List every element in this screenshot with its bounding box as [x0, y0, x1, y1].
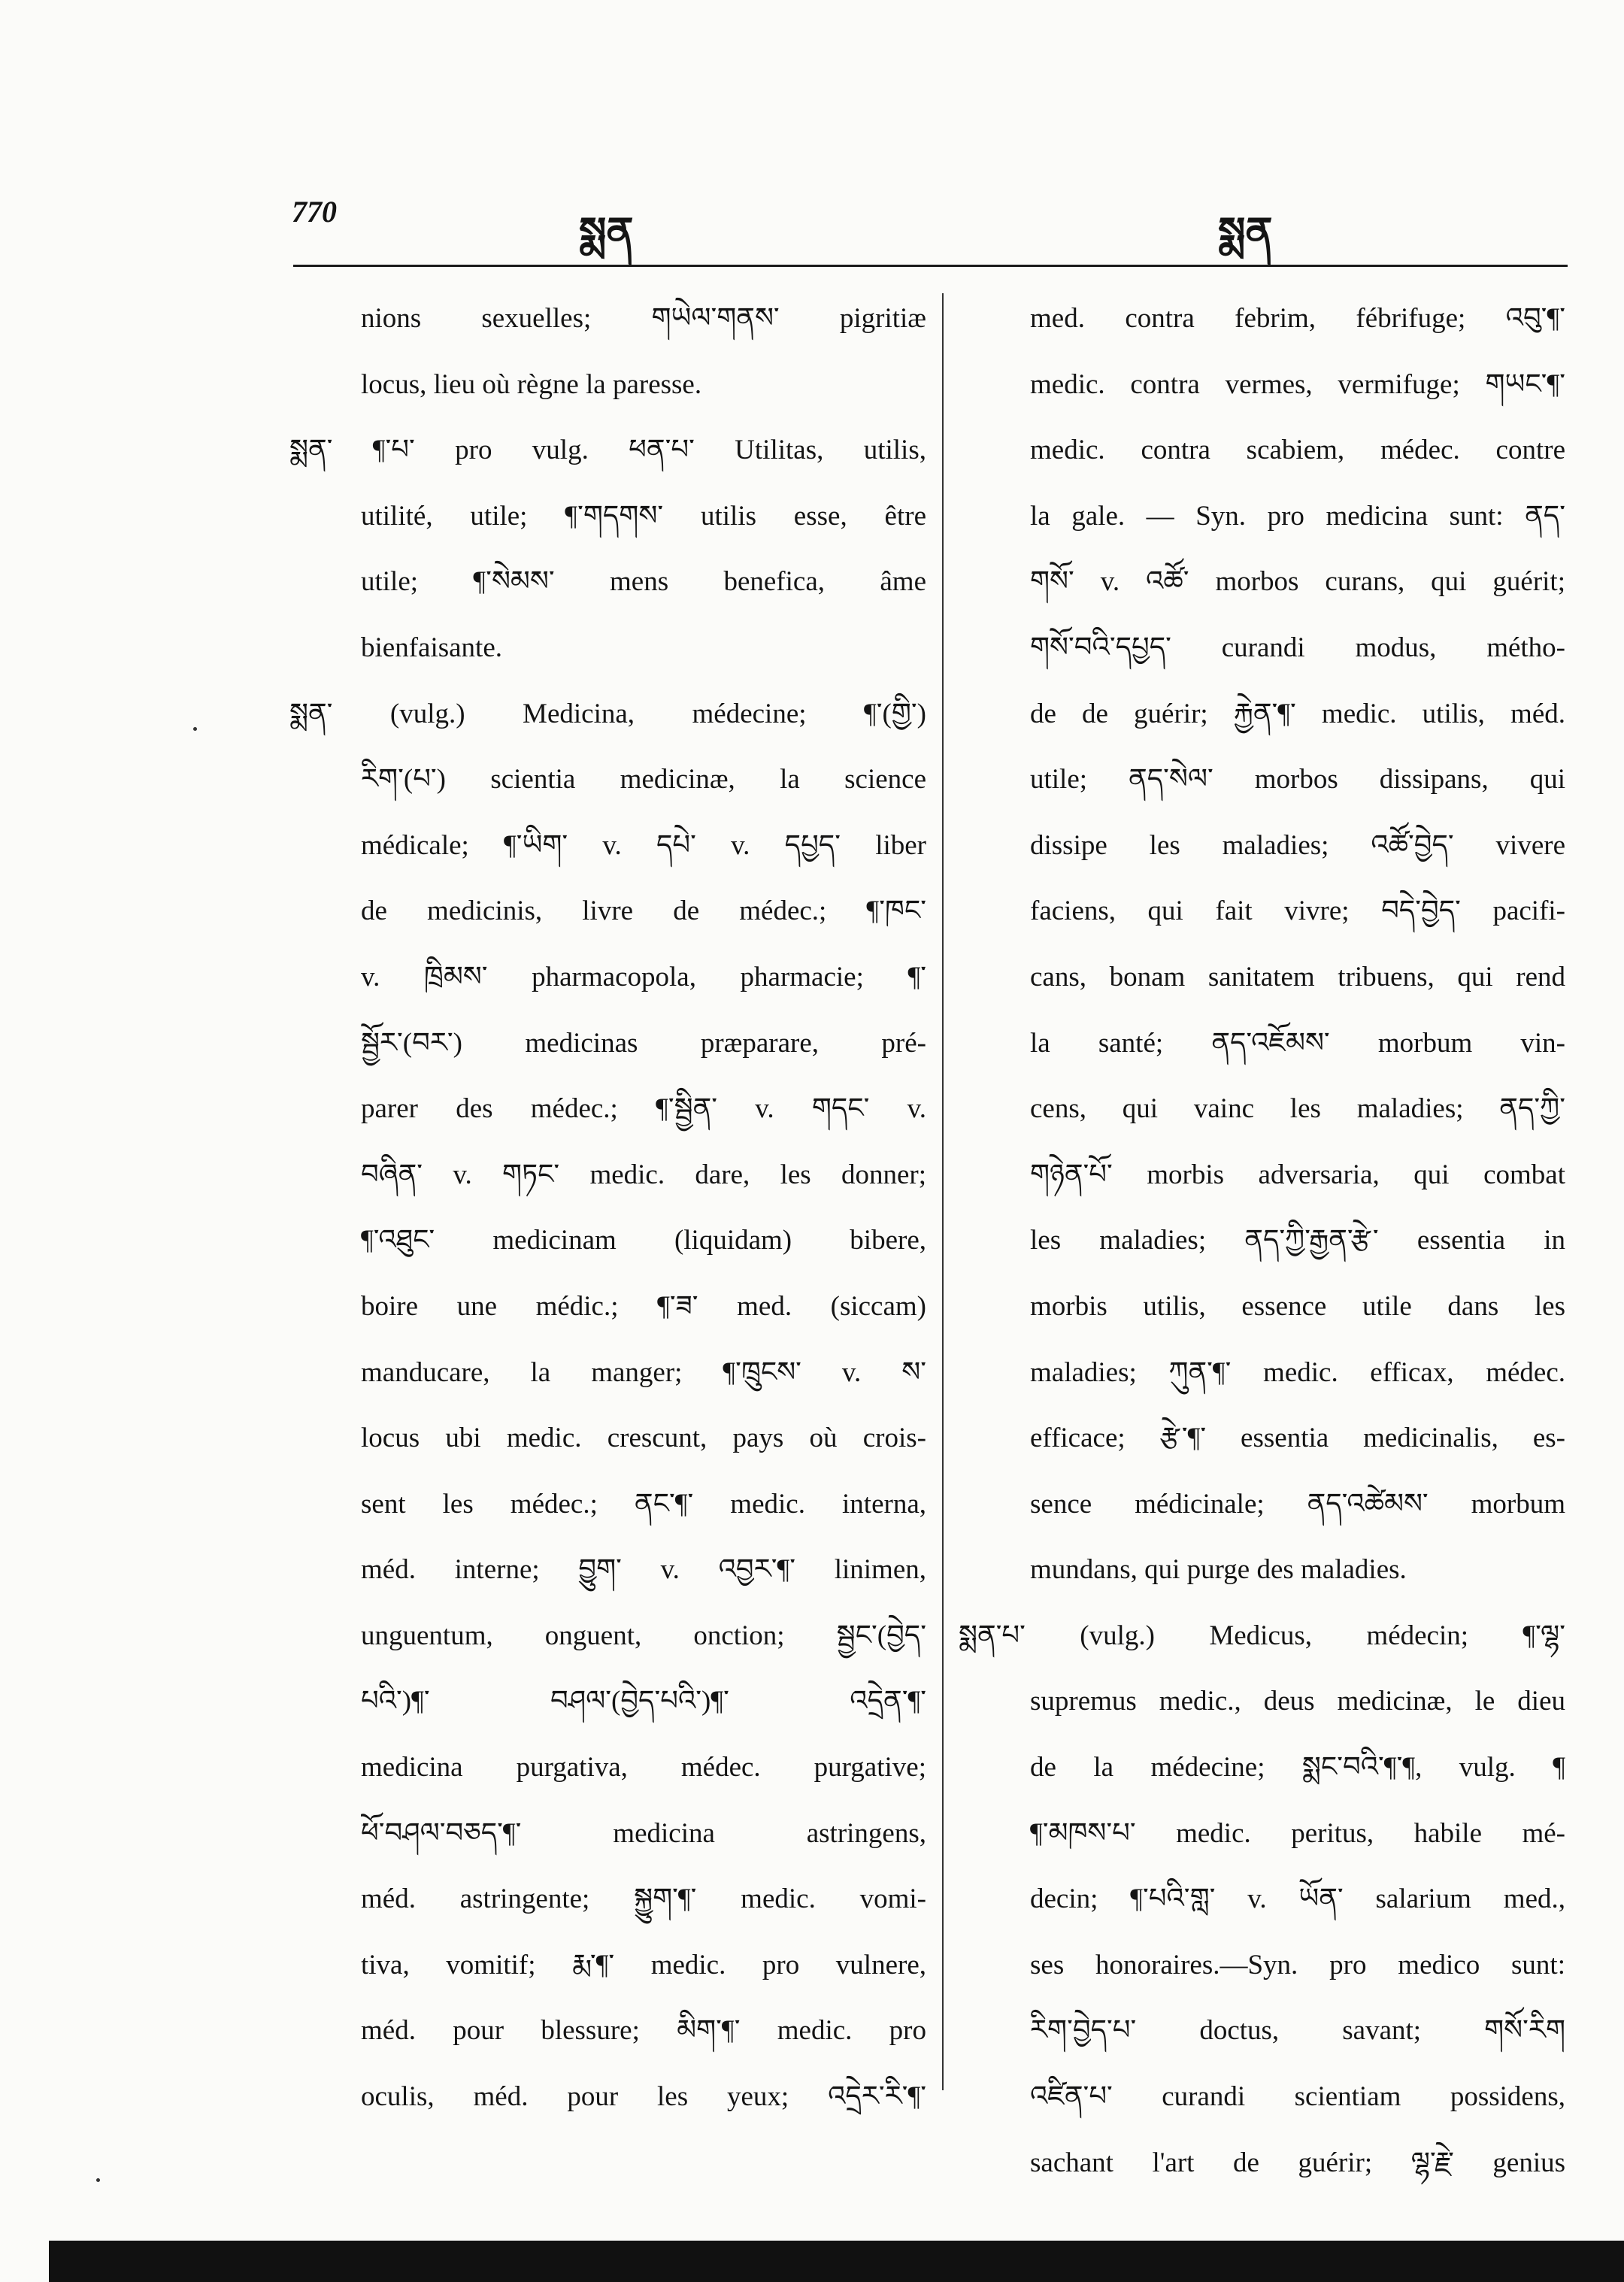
text-line: med. contra febrim, fébrifuge; འབུ་¶་: [1030, 303, 1565, 334]
text-line: འཛིན་པ་ curandi scientiam possidens,: [1030, 2081, 1565, 2113]
text-line: utile; ནད་སེལ་ morbos dissipans, qui: [1030, 764, 1565, 796]
text-line: médicale; ¶་ཡིག་ v. དཔེ་ v. དཔྱད་ liber: [361, 829, 926, 861]
text-line: la santé; ནད་འཇོམས་ morbum vin-: [1030, 1027, 1565, 1059]
text-line: medicina purgativa, médec. purgative;: [361, 1752, 926, 1783]
text-line: locus ubi medic. crescunt, pays où crois-: [361, 1423, 926, 1454]
right-column: [959, 286, 1565, 2196]
text-line: decin; ¶་པའི་གླ་ v. ཡོན་ salarium med.,: [1030, 1883, 1565, 1915]
text-line: གསོ་བའི་དཔྱད་ curandi modus, métho-: [1030, 632, 1565, 663]
entry-headword-line: སྨན་ (vulg.) Medicina, médecine; ¶་(གྱི་): [289, 698, 926, 729]
text-line: maladies; ཀུན་¶་ medic. efficax, médec.: [1030, 1356, 1565, 1388]
running-head-left: སྨན: [579, 208, 634, 256]
text-line: méd. pour blessure; མིག་¶་ medic. pro: [361, 2015, 926, 2047]
text-line: de medicinis, livre de médec.; ¶་ཁང་: [361, 896, 926, 927]
text-line: sachant l'art de guérir; ལྷ་རྗེ་ genius: [1030, 2147, 1565, 2178]
text-line: ཕོ་བཤལ་བཅད་¶་ medicina astringens,: [361, 1817, 926, 1849]
text-line: utilité, utile; ¶་གདགས་ utilis esse, être: [361, 500, 926, 532]
text-line: ses honoraires.—Syn. pro medico sunt:: [1030, 1949, 1565, 1980]
text-line: sent les médec.; ནང་¶་ medic. interna,: [361, 1488, 926, 1520]
running-head-right: སྨན: [1218, 208, 1273, 256]
text-line: bienfaisante.: [361, 632, 502, 663]
text-line: manducare, la manger; ¶་ཁྲུངས་ v. ས་: [361, 1356, 926, 1388]
text-line: mundans, qui purge des maladies.: [1030, 1554, 1407, 1586]
scan-speck: [193, 727, 197, 731]
column-divider: [942, 293, 944, 2090]
text-line: efficace; རྩེ་¶་ essentia medicinalis, es-: [1030, 1423, 1565, 1454]
entry-headword-line: སྨན་ ¶་པ་ pro vulg. ཕན་པ་ Utilitas, utilis,: [289, 435, 926, 466]
text-line: morbis utilis, essence utile dans les: [1030, 1290, 1565, 1322]
text-line: རིག་བྱེད་པ་ doctus, savant; གསོ་རིག: [1030, 2015, 1565, 2047]
text-line: གཉེན་པོ་ morbis adversaria, qui combat: [1030, 1159, 1565, 1190]
text-line: ¶་འཐུང་ medicinam (liquidam) bibere,: [361, 1225, 926, 1256]
text-line: parer des médec.; ¶་སྦྱིན་ v. གདང་ v.: [361, 1093, 926, 1125]
text-line: supremus medic., deus medicinæ, le dieu: [1030, 1686, 1565, 1717]
page-number: 770: [292, 195, 337, 229]
text-line: ¶་མཁས་པ་ medic. peritus, habile mé-: [1030, 1817, 1565, 1849]
text-line: གསོ་ v. འཚོ་ morbos curans, qui guérit;: [1030, 566, 1565, 598]
text-line: boire une médic.; ¶་ཟ་ med. (siccam): [361, 1290, 926, 1322]
text-line: medic. contra vermes, vermifuge; གཡང་¶་: [1030, 368, 1565, 400]
text-line: པའི་)¶་ བཤལ་(བྱེད་པའི་)¶་ འདྲེན་¶་: [361, 1686, 926, 1717]
text-line: sence médicinale; ནད་འཚེམས་ morbum: [1030, 1488, 1565, 1520]
text-line: cans, bonam sanitatem tribuens, qui rend: [1030, 961, 1565, 993]
scan-edge-band: [49, 2241, 1624, 2282]
text-line: nions sexuelles; གཡེལ་གནས་ pigritiæ: [361, 303, 926, 334]
entry-headword-line: སྨན་པ་ (vulg.) Medicus, médecin; ¶་ལྷ་: [959, 1620, 1565, 1651]
text-line: dissipe les maladies; འཚོ་བྱེད་ vivere: [1030, 829, 1565, 861]
text-line: medic. contra scabiem, médec. contre: [1030, 435, 1565, 466]
header-rule: [293, 265, 1568, 267]
text-line: tiva, vomitif; རྨ་¶་ medic. pro vulnere,: [361, 1949, 926, 1980]
text-line: les maladies; ནད་ཀྱི་རྒྱན་རྩེ་ essentia in: [1030, 1225, 1565, 1256]
text-line: cens, qui vainc les maladies; ནད་ཀྱི་: [1030, 1093, 1565, 1125]
text-line: faciens, qui fait vivre; བདེ་བྱེད་ pacifi-: [1030, 896, 1565, 927]
text-line: méd. interne; བྱུག་ v. འབྱར་¶་ linimen,: [361, 1554, 926, 1586]
text-line: oculis, méd. pour les yeux; འདྲེར་རི་¶་: [361, 2081, 926, 2113]
text-line: de la médecine; སྨང་བའི་¶་¶, vulg. ¶: [1030, 1752, 1565, 1783]
text-line: བཞིན་ v. གཏང་ medic. dare, les donner;: [361, 1159, 926, 1190]
left-column: [289, 286, 926, 2130]
text-line: utile; ¶་སེམས་ mens benefica, âme: [361, 566, 926, 598]
text-line: v. ཁྲིམས་ pharmacopola, pharmacie; ¶་: [361, 961, 926, 993]
text-line: རིག་(པ་) scientia medicinæ, la science: [361, 764, 926, 796]
scan-speck: [96, 2178, 100, 2182]
text-line: la gale. — Syn. pro medicina sunt: ནད་: [1030, 500, 1565, 532]
text-line: méd. astringente; སྐྱུག་¶་ medic. vomi-: [361, 1883, 926, 1915]
text-line: སྦྱོར་(བར་) medicinas præparare, pré-: [361, 1027, 926, 1059]
text-line: unguentum, onguent, onction; སྦྱང་(བྱེད་: [361, 1620, 926, 1651]
text-line: locus, lieu où règne la paresse.: [361, 368, 702, 400]
text-line: de de guérir; རྐྱེན་¶་ medic. utilis, méd.: [1030, 698, 1565, 729]
